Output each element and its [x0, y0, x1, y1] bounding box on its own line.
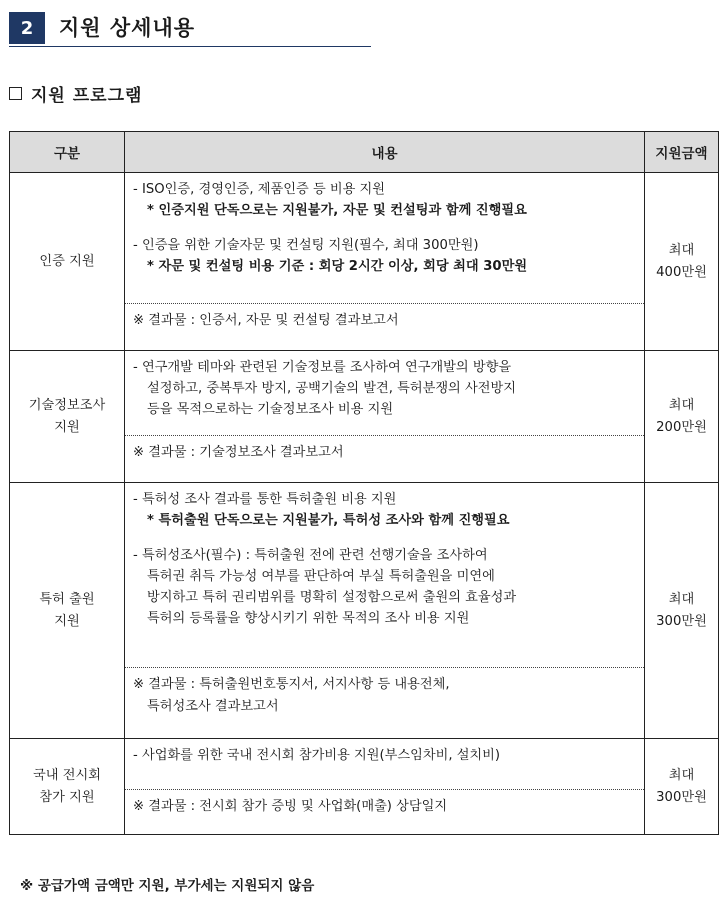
content-line: 특허의 등록률을 향상시키기 위한 목적의 조사 비용 지원	[147, 611, 470, 626]
section-header	[9, 12, 371, 47]
table-row	[10, 173, 719, 351]
amount-cell	[645, 739, 719, 835]
category-cell	[10, 351, 125, 483]
content-main	[125, 483, 644, 667]
content-cell	[125, 351, 645, 483]
content-line: - 연구개발 테마와 관련된 기술정보를 조사하여 연구개발의 방향을	[133, 360, 512, 375]
amount-label: 최대	[668, 591, 695, 607]
content-line: - ISO인증, 경영인증, 제품인증 등 비용 지원	[133, 182, 386, 197]
result-section	[125, 303, 644, 350]
content-line: - 사업화를 위한 국내 전시회 참가비용 지원(부스임차비, 설치비)	[133, 748, 501, 763]
subsection-title: 지원 프로그램	[31, 86, 143, 106]
content-note: * 인증지원 단독으로는 지원불가, 자문 및 컨설팅과 함께 진행필요	[147, 203, 527, 218]
result-section	[125, 789, 644, 834]
content-line: 방지하고 특허 권리범위를 명확히 설정함으로써 출원의 효율성과	[147, 590, 517, 605]
content-main	[125, 739, 644, 789]
content-line: 특허권 취득 가능성 여부를 판단하여 부실 특허출원을 미연에	[147, 569, 495, 584]
footnote: ※ 공급가액 금액만 지원, 부가세는 지원되지 않음	[20, 878, 315, 894]
table-header-row	[10, 132, 719, 173]
amount-label: 최대	[668, 397, 695, 413]
subsection-heading	[9, 81, 142, 106]
content-line: - 특허성조사(필수) : 특허출원 전에 관련 선행기술을 조사하여	[133, 548, 488, 563]
content-note: * 자문 및 컨설팅 비용 기준 : 회당 2시간 이상, 회당 최대 30만원	[147, 259, 528, 274]
content-note: * 특허출원 단독으로는 지원불가, 특허성 조사와 함께 진행필요	[147, 513, 510, 528]
amount-label: 300만원	[656, 613, 707, 629]
category-label: 참가 지원	[39, 789, 95, 805]
table-row	[10, 351, 719, 483]
spacer	[133, 221, 636, 235]
category-label: 기술정보조사	[28, 397, 106, 413]
section-title: 지원 상세내용	[59, 16, 196, 40]
checkbox-square-icon	[9, 87, 22, 100]
amount-cell	[645, 483, 719, 739]
result-line: ※ 결과물 : 인증서, 자문 및 컨설팅 결과보고서	[133, 313, 399, 328]
section-number-badge: 2	[9, 12, 45, 44]
result-section	[125, 435, 644, 482]
amount-label: 200만원	[656, 419, 707, 435]
content-cell	[125, 483, 645, 739]
spacer	[133, 531, 636, 545]
amount-label: 최대	[668, 242, 695, 258]
support-program-table	[9, 131, 719, 835]
header-category: 구분	[10, 132, 125, 173]
header-content: 내용	[125, 132, 645, 173]
result-line: 특허성조사 결과보고서	[147, 699, 279, 714]
result-line: ※ 결과물 : 전시회 참가 증빙 및 사업화(매출) 상담일지	[133, 799, 448, 814]
category-label: 특허 출원	[39, 591, 95, 607]
amount-cell	[645, 173, 719, 351]
header-amount: 지원금액	[645, 132, 719, 173]
amount-cell	[645, 351, 719, 483]
content-main	[125, 351, 644, 435]
result-line: ※ 결과물 : 특허출원번호통지서, 서지사항 등 내용전체,	[133, 677, 450, 692]
category-label: 국내 전시회	[33, 767, 101, 783]
table-row	[10, 739, 719, 835]
content-line: 설정하고, 중복투자 방지, 공백기술의 발견, 특허분쟁의 사전방지	[147, 381, 516, 396]
result-section	[125, 667, 644, 738]
content-main	[125, 173, 644, 303]
content-line: - 특허성 조사 결과를 통한 특허출원 비용 지원	[133, 492, 397, 507]
content-line: 등을 목적으로하는 기술정보조사 비용 지원	[147, 402, 394, 417]
content-line: - 인증을 위한 기술자문 및 컨설팅 지원(필수, 최대 300만원)	[133, 238, 479, 253]
category-label: 인증 지원	[39, 253, 95, 269]
category-cell	[10, 483, 125, 739]
content-cell	[125, 739, 645, 835]
result-line: ※ 결과물 : 기술정보조사 결과보고서	[133, 445, 344, 460]
amount-label: 300만원	[656, 789, 707, 805]
category-cell	[10, 739, 125, 835]
content-cell	[125, 173, 645, 351]
category-label: 지원	[54, 419, 80, 435]
category-label: 지원	[54, 613, 80, 629]
amount-label: 400만원	[656, 264, 707, 280]
amount-label: 최대	[668, 767, 695, 783]
category-cell	[10, 173, 125, 351]
table-row	[10, 483, 719, 739]
